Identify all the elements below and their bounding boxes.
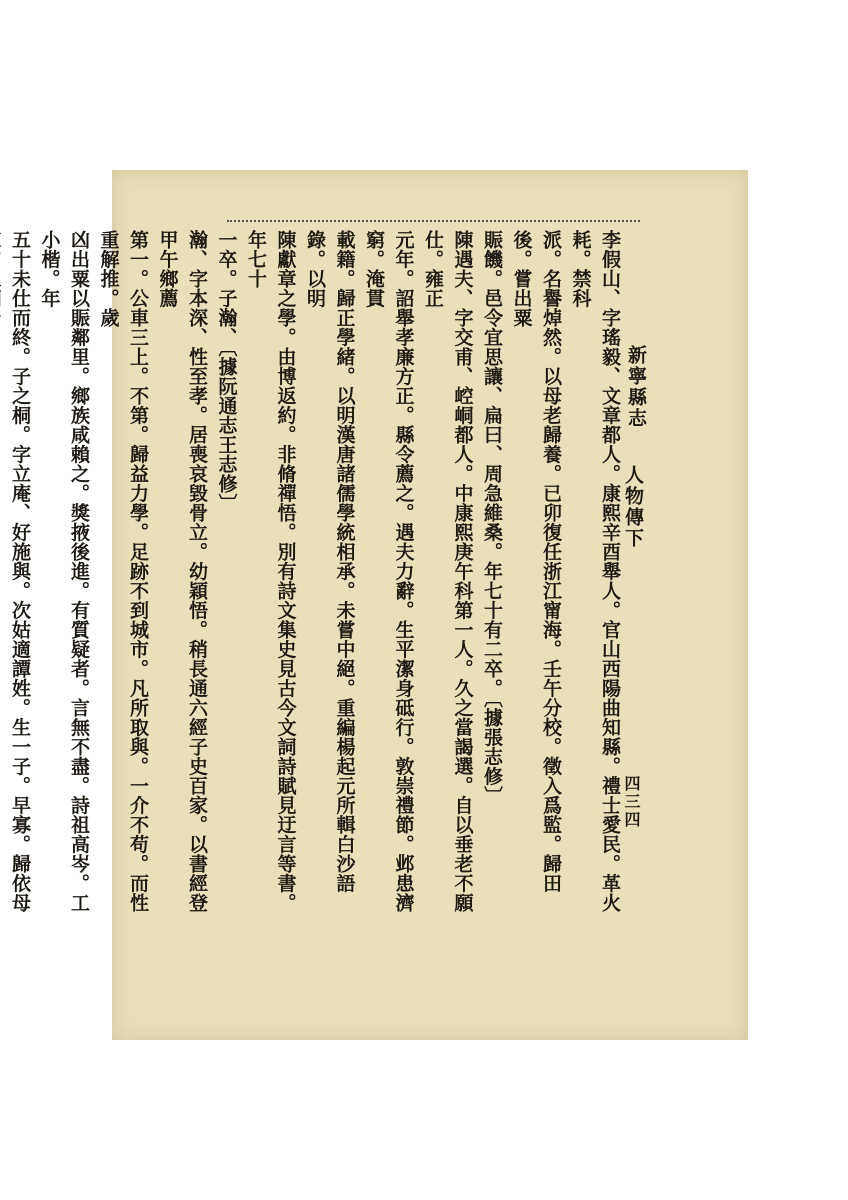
top-dotted-rule — [227, 220, 640, 222]
text-line: 一卒。子瀚、〔據阮通志王志修〕 — [215, 230, 238, 513]
text-line: 凶出粟以賑鄰里。鄉族咸賴之。獎掖後進。有質疑者。言無不盡。詩祖高岑。工小楷。年 — [38, 230, 90, 913]
body-text — [9, 230, 624, 930]
book-title: 新寧縣志 — [625, 345, 647, 429]
text-line: 陳遇夫、字交甫、崆峒都人。中康熙庚午科第一人。久之當謁選。自以垂老不願仕。雍正 — [422, 230, 474, 913]
text-line: 第一。公車三上。不第。歸益力學。足跡不到城市。凡所取與。一介不苟。而性重解推。歲 — [97, 230, 149, 913]
page-header — [620, 345, 650, 905]
text-line: 李假山、字瑤毅、文章都人。康熙辛酉舉人。官山西陽曲知縣。禮士愛民。革火耗。禁科 — [569, 230, 621, 913]
text-line: 元年。詔舉孝廉方正。縣令薦之。遇夫力辭。生平潔身砥行。敦崇禮節。邺患濟窮。淹貫 — [363, 230, 415, 913]
text-line: 賑饑。邑令宜思讓、扁曰、周急維桑。年七十有二卒。〔據張志修〕 — [481, 230, 503, 806]
text-line: 五十未仕而終。子之桐。字立庵、好施與。次姑適譚姓。生一子。早寡。歸依母 — [9, 230, 31, 913]
section-title: 人物傳下 — [622, 465, 644, 549]
text-line: 載籍。歸正學緒。以明漢唐諸儒學統相承。未嘗中絕。重編楊起元所輯白沙語錄。以明 — [304, 230, 356, 893]
text-line: 派。名譽焯然。以母老歸養。已卯復任浙江甯海。壬午分校。徵入爲監。歸田後。嘗出粟 — [510, 230, 562, 893]
text-line: 瀚、字本深、性至孝。居喪哀毀骨立。幼穎悟。稍長通六經子史百家。以書經登甲午鄉薦 — [156, 230, 208, 913]
page-number: 四三四 — [622, 775, 641, 829]
text-line: 陳獻章之學。由博返約。非脩禪悟。別有詩文集史見古今文詞詩賦見迂言等書。年七十 — [245, 230, 297, 913]
